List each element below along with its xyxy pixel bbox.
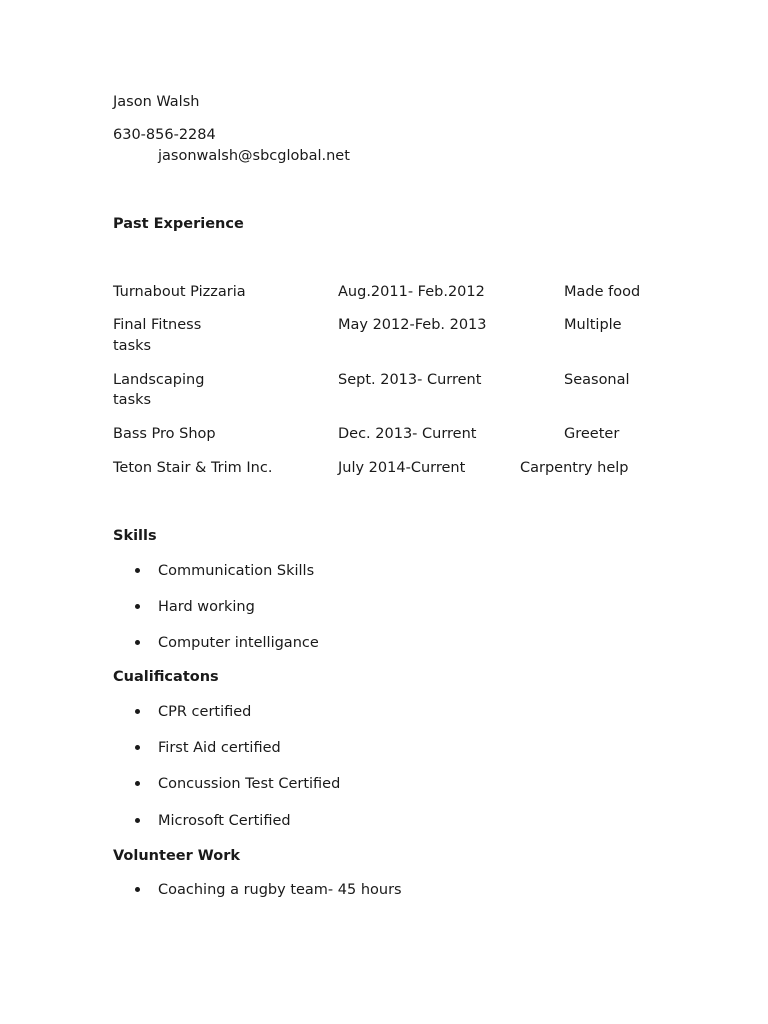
job-role: Seasonal	[564, 372, 630, 388]
experience-heading: Past Experience	[113, 216, 244, 232]
bullet-icon	[135, 640, 140, 645]
volunteer-text: Coaching a rugby team- 45 hours	[158, 882, 402, 898]
skill-text: Hard working	[158, 599, 255, 615]
bullet-icon	[135, 709, 140, 714]
company-name: Turnabout Pizzaria	[113, 284, 246, 300]
bullet-icon	[135, 604, 140, 609]
qualification-text: First Aid certified	[158, 740, 281, 756]
skill-text: Communication Skills	[158, 563, 315, 579]
job-role-continuation: tasks	[113, 338, 152, 354]
employment-dates: May 2012-Feb. 2013	[338, 317, 487, 333]
qualification-text: CPR certified	[158, 704, 252, 720]
employment-dates: July 2014-Current	[338, 460, 466, 476]
volunteer-heading: Volunteer Work	[113, 848, 241, 864]
skills-heading: Skills	[113, 528, 157, 544]
job-role: Multiple	[564, 317, 622, 333]
company-name: Teton Stair & Trim Inc.	[113, 460, 273, 476]
employment-dates: Aug.2011- Feb.2012	[338, 284, 485, 300]
skill-text: Computer intelligance	[158, 635, 319, 651]
job-role: Made food	[564, 284, 641, 300]
bullet-icon	[135, 818, 140, 823]
qualifications-heading: Cualificatons	[113, 669, 219, 685]
employment-dates: Dec. 2013- Current	[338, 426, 477, 442]
employment-dates: Sept. 2013- Current	[338, 372, 482, 388]
company-name: Bass Pro Shop	[113, 426, 216, 442]
phone-number: 630-856-2284	[113, 127, 216, 143]
bullet-icon	[135, 745, 140, 750]
bullet-icon	[135, 568, 140, 573]
company-name: Final Fitness	[113, 317, 202, 333]
job-role-continuation: tasks	[113, 392, 152, 408]
bullet-icon	[135, 887, 140, 892]
company-name: Landscaping	[113, 372, 205, 388]
applicant-name: Jason Walsh	[113, 94, 200, 110]
qualification-text: Concussion Test Certified	[158, 776, 341, 792]
qualification-text: Microsoft Certified	[158, 813, 291, 829]
bullet-icon	[135, 781, 140, 786]
job-role: Greeter	[564, 426, 620, 442]
job-role: Carpentry help	[520, 460, 629, 476]
email-address: jasonwalsh@sbcglobal.net	[158, 148, 350, 164]
